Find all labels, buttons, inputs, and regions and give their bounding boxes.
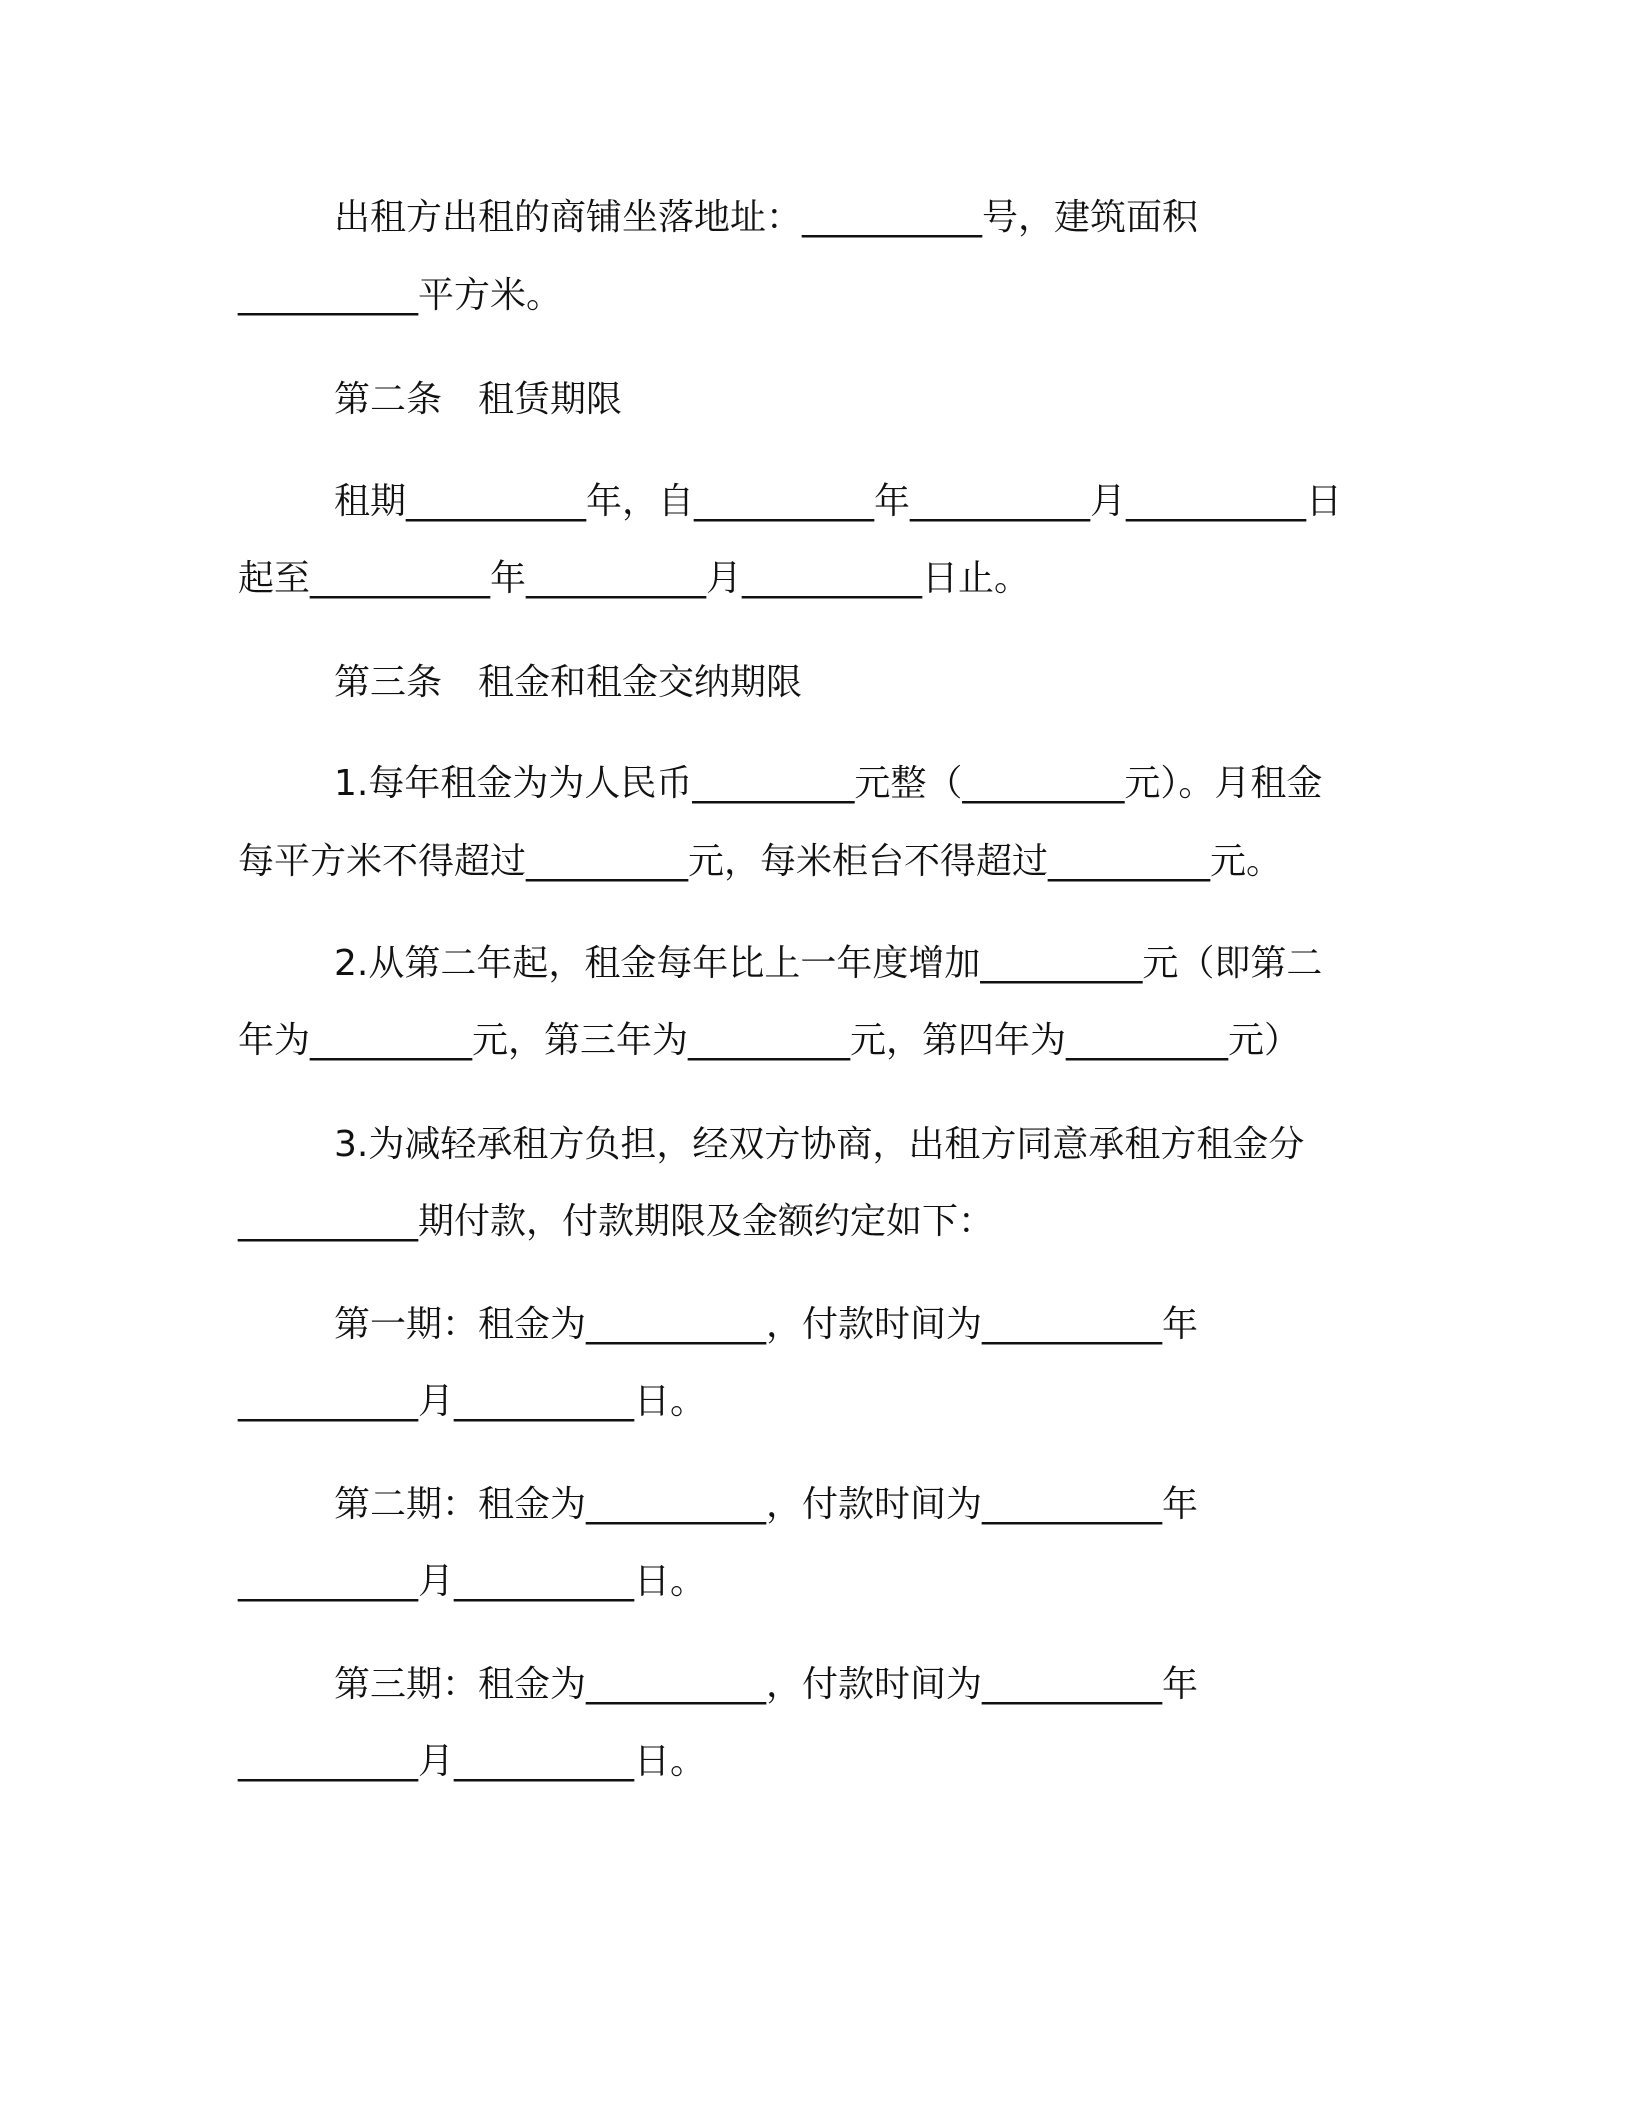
clause-2-line: 2.从第二年起，租金每年比上一年度增加_________元（即第二 bbox=[334, 943, 1323, 984]
area-line: __________平方米。 bbox=[238, 275, 563, 316]
article-2-heading: 第二条 租赁期限 bbox=[334, 379, 623, 420]
installment-1-line-cont: __________月__________日。 bbox=[238, 1381, 707, 1422]
lease-term-line-cont: 起至__________年__________月__________日止。 bbox=[238, 558, 1031, 599]
address-line: 出租方出租的商铺坐落地址：__________号，建筑面积 bbox=[334, 197, 1199, 238]
installment-1-line: 第一期：租金为__________，付款时间为__________年 bbox=[334, 1304, 1199, 1345]
clause-2-line-cont: 年为_________元，第三年为_________元，第四年为_________元） bbox=[238, 1020, 1301, 1061]
clause-3-line: 3.为减轻承租方负担，经双方协商，出租方同意承租方租金分 bbox=[334, 1124, 1305, 1165]
installment-3-line: 第三期：租金为__________，付款时间为__________年 bbox=[334, 1664, 1199, 1705]
installment-2-line: 第二期：租金为__________，付款时间为__________年 bbox=[334, 1484, 1199, 1525]
installment-3-line-cont: __________月__________日。 bbox=[238, 1741, 707, 1782]
clause-1-line-cont: 每平方米不得超过_________元，每米柜台不得超过_________元。 bbox=[238, 841, 1283, 882]
installment-2-line-cont: __________月__________日。 bbox=[238, 1561, 707, 1602]
lease-term-line: 租期__________年，自__________年__________月__________日 bbox=[334, 481, 1343, 522]
clause-1-line: 1.每年租金为为人民币_________元整（_________元）。月租金 bbox=[334, 763, 1323, 804]
article-3-heading: 第三条 租金和租金交纳期限 bbox=[334, 662, 803, 703]
clause-3-line-cont: __________期付款，付款期限及金额约定如下： bbox=[238, 1201, 995, 1242]
